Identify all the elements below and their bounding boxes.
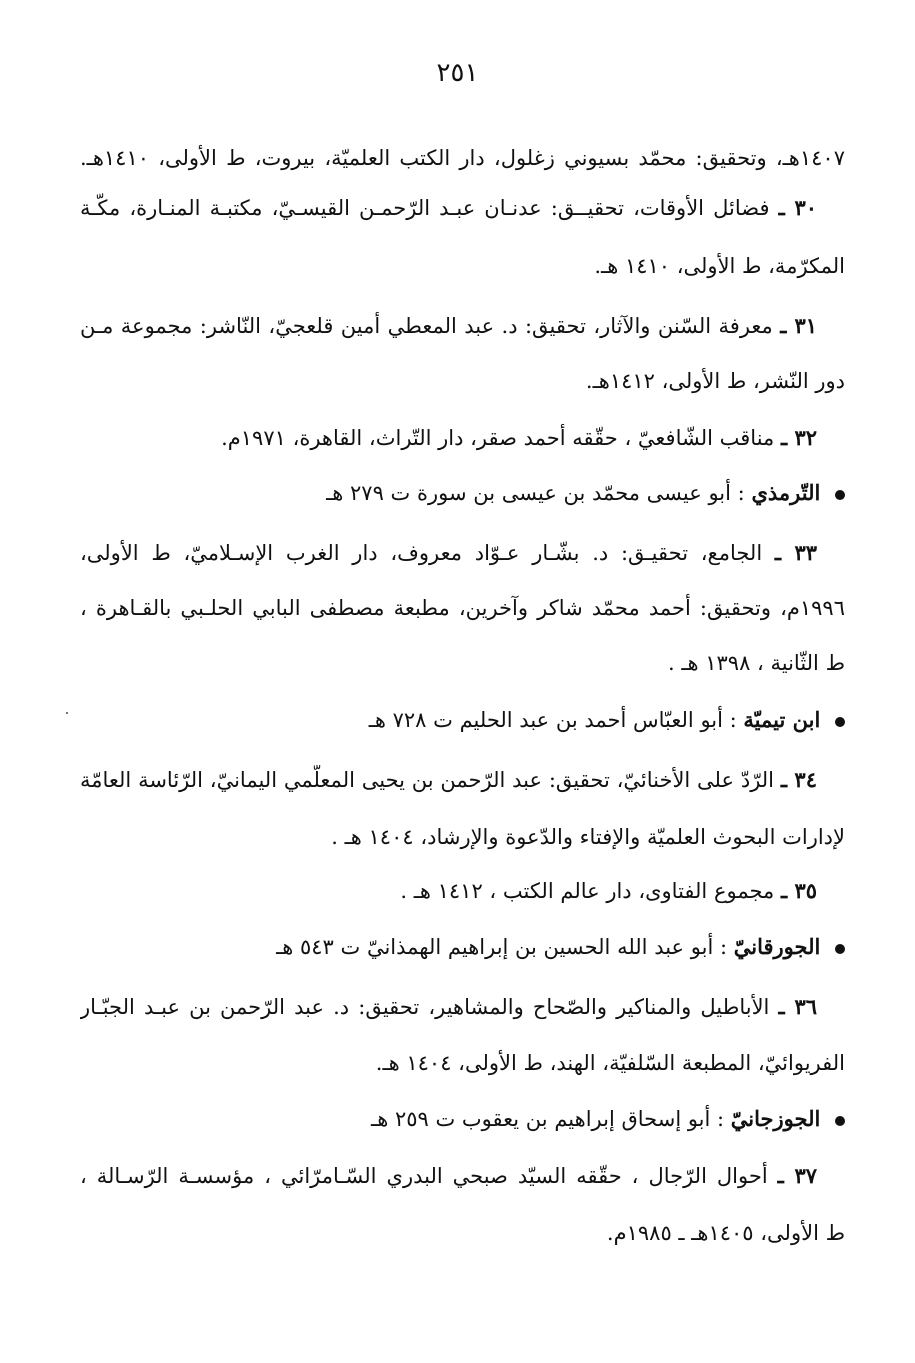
page-number: ٢٥١ — [436, 58, 479, 88]
bullet-icon — [835, 944, 845, 954]
author-heading — [80, 705, 845, 735]
entry-line — [80, 311, 845, 341]
text-line — [80, 1218, 845, 1248]
text-line — [80, 648, 845, 678]
entry-line — [80, 423, 845, 453]
author-heading — [80, 932, 845, 962]
entry-number: ٣٢ ـ — [780, 425, 817, 450]
line-text: دور النّشر، ط الأولى، ١٤١٢هـ. — [585, 369, 845, 393]
text-line — [80, 822, 845, 852]
entry-line — [80, 876, 845, 906]
line-text: الأباطيل والمناكير والصّحاح والمشاهير، تحقيق: د. عبد الرّحمن بن عبـد الجبّـار — [80, 995, 770, 1019]
line-text: فضائل الأوقات، تحقيــق: عدنـان عبـد الرّحمـن القيسـيّ، مكتبـة المنـارة، مكّـة — [80, 196, 770, 220]
line-text: الرّدّ على الأخنائيّ، تحقيق: عبد الرّحمن بن يحيى المعلّمي اليمانيّ، الرّئاسة العامّة — [80, 768, 775, 792]
line-text: ط الثّانية ، ١٣٩٨ هـ . — [667, 651, 845, 675]
author-name: التّرمذي — [751, 480, 821, 505]
text-line — [80, 251, 845, 281]
scan-speck — [66, 712, 68, 714]
line-text: أحوال الرّجال ، حقّقه السيّد صبحي البدري السّـامرّائي ، مؤسسـة الرّسـالة ، — [80, 1164, 768, 1188]
entry-number: ٣٠ ـ — [778, 195, 817, 220]
line-text: معرفة السّنن والآثار، تحقيق: د. عبد المعطي أمين قلعجيّ، النّاشر: مجموعة مـن — [80, 314, 773, 338]
entry-number: ٣٣ ـ — [774, 540, 817, 565]
entry-number: ٣٦ ـ — [778, 994, 817, 1019]
line-text: الجامع، تحقيـق: د. بشّـار عـوّاد معروف، دار الغرب الإسـلاميّ، ط الأولى، — [80, 541, 763, 565]
entry-number: ٣٥ ـ — [780, 878, 817, 903]
author-name: الجورقانيّ — [733, 934, 821, 959]
entry-number: ٣٤ ـ — [780, 767, 817, 792]
author-details: : أبو عيسى محمّد بن عيسى بن سورة ت ٢٧٩ هـ — [326, 481, 745, 505]
line-text: ط الأولى، ١٤٠٥هـ ـ ١٩٨٥م. — [606, 1221, 845, 1245]
line-text: مجموع الفتاوى، دار عالم الكتب ، ١٤١٢ هـ . — [400, 879, 775, 903]
author-details: : أبو عبد الله الحسين بن إبراهيم الهمذانيّ ت ٥٤٣ هـ — [276, 935, 728, 959]
author-name: الجوزجانيّ — [730, 1106, 821, 1131]
entry-line — [80, 765, 845, 795]
line-text: ١٩٩٦م، وتحقيق: أحمد محمّد شاكر وآخرين، مطبعة مصطفى البابي الحلـبي بالقـاهرة ، — [80, 596, 845, 620]
author-details: : أبو العبّاس أحمد بن عبد الحليم ت ٧٢٨ هـ — [368, 708, 737, 732]
bullet-icon — [835, 490, 845, 500]
author-details: : أبو إسحاق إبراهيم بن يعقوب ت ٢٥٩ هـ — [371, 1107, 725, 1131]
line-text: الفريوائيّ، المطبعة السّلفيّة، الهند، ط الأولى، ١٤٠٤ هـ. — [375, 1051, 845, 1075]
line-text: لإدارات البحوث العلميّة والإفتاء والدّعوة والإرشاد، ١٤٠٤ هـ . — [331, 825, 845, 849]
author-heading — [80, 1104, 845, 1134]
line-text: مناقب الشّافعيّ ، حقّقه أحمد صقر، دار التّراث، القاهرة، ١٩٧١م. — [221, 426, 775, 450]
bullet-icon — [835, 717, 845, 727]
bullet-icon — [835, 1116, 845, 1126]
entry-line — [80, 538, 845, 568]
text-line — [80, 1048, 845, 1078]
text-line — [80, 366, 845, 396]
text-line — [80, 143, 845, 173]
entry-number: ٣١ ـ — [780, 313, 817, 338]
entry-line — [80, 1161, 845, 1191]
entry-line — [80, 992, 845, 1022]
text-line — [80, 593, 845, 623]
entry-number: ٣٧ ـ — [777, 1163, 817, 1188]
line-text: المكرّمة، ط الأولى، ١٤١٠ هـ. — [594, 254, 845, 278]
author-name: ابن تيميّة — [743, 707, 821, 732]
line-text: ١٤٠٧هـ، وتحقيق: محمّد بسيوني زغلول، دار الكتب العلميّة، بيروت، ط الأولى، ١٤١٠هـ. — [80, 146, 845, 170]
entry-line — [80, 193, 845, 223]
author-heading — [80, 478, 845, 508]
